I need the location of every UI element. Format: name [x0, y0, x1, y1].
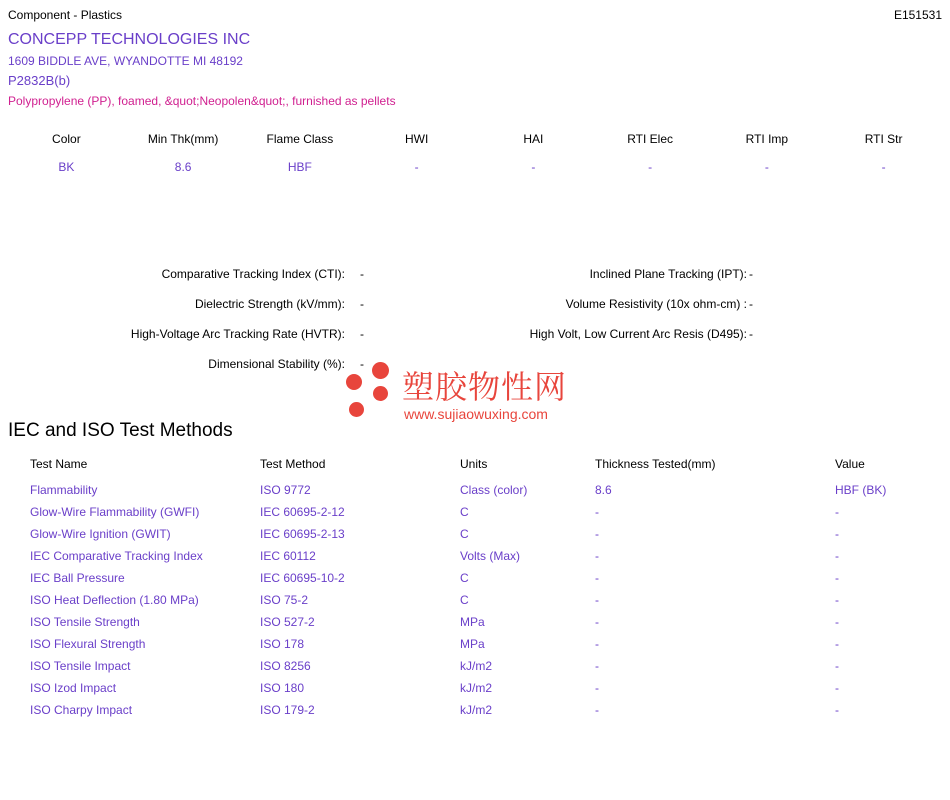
properties-header-row	[8, 132, 942, 160]
table-row	[30, 527, 940, 549]
test-units-cell: MPa	[460, 637, 485, 651]
test-value-cell: -	[835, 527, 839, 541]
electrical-label: Inclined Plane Tracking (IPT):	[589, 267, 747, 281]
table-row	[30, 483, 940, 505]
model-code: P2832B(b)	[8, 73, 71, 88]
test-method-cell: ISO 8256	[260, 659, 311, 673]
properties-header-cell: Color	[52, 132, 81, 146]
table-row	[30, 703, 940, 725]
electrical-value: -	[749, 267, 753, 281]
test-thickness-cell: -	[595, 637, 599, 651]
electrical-row	[0, 297, 950, 327]
table-row	[30, 549, 940, 571]
test-header-cell: Test Name	[30, 457, 88, 471]
properties-header-cell: RTI Imp	[745, 132, 789, 146]
properties-value-cell: -	[881, 160, 886, 174]
company-address: 1609 BIDDLE AVE, WYANDOTTE MI 48192	[8, 54, 243, 68]
test-value-cell: -	[835, 637, 839, 651]
table-row	[30, 615, 940, 637]
electrical-label: Volume Resistivity (10x ohm-cm) :	[565, 297, 747, 311]
electrical-row	[0, 267, 950, 297]
table-row	[30, 593, 940, 615]
test-method-cell: ISO 178	[260, 637, 305, 651]
test-method-cell: IEC 60112	[260, 549, 316, 563]
test-name-cell: ISO Charpy Impact	[30, 703, 133, 717]
test-header-cell: Value	[835, 457, 865, 471]
properties-header-cell: Min Thk(mm)	[147, 132, 219, 146]
properties-value-cell: HBF	[287, 160, 312, 174]
test-method-cell: IEC 60695-2-13	[260, 527, 345, 541]
test-method-cell: IEC 60695-10-2	[260, 571, 345, 585]
properties-header-cell: HAI	[523, 132, 544, 146]
electrical-value: -	[360, 327, 364, 341]
section-title: IEC and ISO Test Methods	[8, 420, 233, 441]
electrical-label: High Volt, Low Current Arc Resis (D495):	[529, 327, 747, 341]
test-name-cell: IEC Ball Pressure	[30, 571, 125, 585]
material-description: Polypropylene (PP), foamed, &quot;Neopolen&quot;, furnished as pellets	[8, 94, 396, 108]
test-header-cell: Units	[460, 457, 488, 471]
table-row	[30, 659, 940, 681]
test-thickness-cell: -	[595, 593, 599, 607]
test-value-cell: -	[835, 703, 839, 717]
test-method-cell: ISO 180	[260, 681, 305, 695]
properties-value-cell: 8.6	[174, 160, 192, 174]
test-header-row	[30, 457, 940, 483]
watermark-brand: 塑胶物性网	[402, 368, 568, 406]
test-units-cell: Volts (Max)	[460, 549, 521, 563]
test-name-cell: Glow-Wire Flammability (GWFI)	[30, 505, 200, 519]
test-value-cell: -	[835, 571, 839, 585]
test-header-cell: Thickness Tested(mm)	[595, 457, 716, 471]
properties-header-cell: RTI Elec	[627, 132, 674, 146]
test-name-cell: ISO Tensile Impact	[30, 659, 131, 673]
test-units-cell: kJ/m2	[460, 659, 493, 673]
test-name-cell: IEC Comparative Tracking Index	[30, 549, 203, 563]
electrical-label: Dimensional Stability (%):	[208, 357, 345, 371]
company-name: CONCEPP TECHNOLOGIES INC	[8, 31, 251, 48]
test-name-cell: ISO Heat Deflection (1.80 MPa)	[30, 593, 199, 607]
test-units-cell: C	[460, 571, 469, 585]
test-units-cell: kJ/m2	[460, 703, 493, 717]
test-thickness-cell: 8.6	[595, 483, 612, 497]
properties-value-cell: -	[764, 160, 769, 174]
test-thickness-cell: -	[595, 615, 599, 629]
test-thickness-cell: -	[595, 549, 599, 563]
table-row	[30, 505, 940, 527]
test-thickness-cell: -	[595, 571, 599, 585]
electrical-row	[0, 357, 950, 387]
table-row	[30, 571, 940, 593]
table-row	[30, 681, 940, 703]
test-thickness-cell: -	[595, 527, 599, 541]
test-thickness-cell: -	[595, 703, 599, 717]
electrical-value: -	[749, 297, 753, 311]
electrical-value: -	[360, 267, 364, 281]
test-thickness-cell: -	[595, 681, 599, 695]
test-value-cell: -	[835, 615, 839, 629]
properties-value-cell: -	[648, 160, 653, 174]
properties-header-cell: HWI	[404, 132, 429, 146]
test-name-cell: Flammability	[30, 483, 98, 497]
test-value-cell: -	[835, 549, 839, 563]
electrical-label: Dielectric Strength (kV/mm):	[194, 297, 345, 311]
test-name-cell: ISO Flexural Strength	[30, 637, 146, 651]
watermark-url: www.sujiaowuxing.com	[404, 406, 548, 422]
header-category-label: Component - Plastics	[8, 8, 123, 22]
test-method-cell: ISO 9772	[260, 483, 311, 497]
test-value-cell: -	[835, 593, 839, 607]
test-thickness-cell: -	[595, 505, 599, 519]
test-name-cell: ISO Tensile Strength	[30, 615, 140, 629]
electrical-label: Comparative Tracking Index (CTI):	[161, 267, 345, 281]
test-method-cell: ISO 527-2	[260, 615, 315, 629]
test-thickness-cell: -	[595, 659, 599, 673]
test-method-cell: IEC 60695-2-12	[260, 505, 345, 519]
properties-header-cell: RTI Str	[864, 132, 903, 146]
electrical-properties-block	[0, 267, 950, 387]
document-header	[0, 8, 950, 24]
test-units-cell: C	[460, 527, 469, 541]
test-value-cell: HBF (BK)	[835, 483, 887, 497]
properties-value-row	[8, 160, 942, 174]
properties-table	[8, 132, 942, 174]
test-value-cell: -	[835, 681, 839, 695]
test-name-cell: Glow-Wire Ignition (GWIT)	[30, 527, 171, 541]
test-units-cell: Class (color)	[460, 483, 528, 497]
test-units-cell: MPa	[460, 615, 485, 629]
test-units-cell: C	[460, 593, 469, 607]
table-row	[30, 637, 940, 659]
electrical-label: High-Voltage Arc Tracking Rate (HVTR):	[130, 327, 345, 341]
properties-value-cell: -	[531, 160, 536, 174]
test-name-cell: ISO Izod Impact	[30, 681, 117, 695]
header-file-number: E151531	[893, 8, 942, 22]
test-units-cell: kJ/m2	[460, 681, 493, 695]
test-value-cell: -	[835, 505, 839, 519]
test-header-cell: Test Method	[260, 457, 326, 471]
test-method-cell: ISO 179-2	[260, 703, 315, 717]
electrical-value: -	[360, 357, 364, 371]
properties-header-cell: Flame Class	[266, 132, 334, 146]
test-units-cell: C	[460, 505, 469, 519]
electrical-value: -	[749, 327, 753, 341]
test-methods-table	[30, 457, 940, 725]
properties-value-cell: -	[414, 160, 419, 174]
electrical-row	[0, 327, 950, 357]
test-value-cell: -	[835, 659, 839, 673]
electrical-value: -	[360, 297, 364, 311]
properties-value-cell: BK	[58, 160, 75, 174]
test-method-cell: ISO 75-2	[260, 593, 309, 607]
